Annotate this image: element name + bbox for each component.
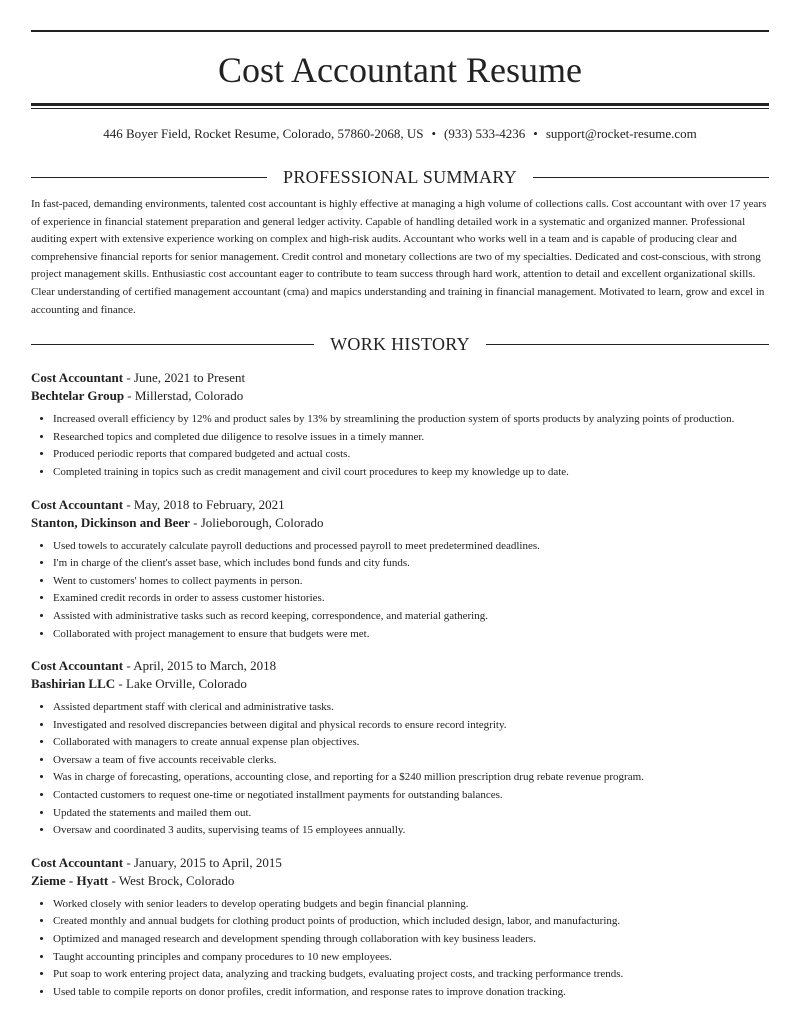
job-role-line — [31, 854, 769, 872]
job-duties — [31, 411, 769, 481]
job-role-line — [31, 369, 769, 387]
job-location: - Jolieborough, Colorado — [189, 514, 324, 530]
duty-item: • Completed training in topics such as credit management and civil court procedures to keep my knowledge up to date. — [53, 464, 769, 482]
job-company: Zieme - Hyatt — [31, 872, 109, 888]
summary-text: In fast-paced, demanding environments, talented cost accountant is highly effective at managing a high volume of collections calls. Cost accountant with over 17 years of experience in financial statement preparation and general ledger activity. Capable of handling detailed work in a systematic and organized manner. Professional auditing expert with extensive experience working on complex and high-risk audits. Accountant who works well in a team and is capable of producing clear and comprehensive financial reports for senior management. Credit control and monetary collections are two of my specialties. Dedicated and cost-conscious, with strong project management skills. Enthusiastic cost accountant eager to contribute to team success through hard work, attention to detail and excellent organizational skills. Clear understanding of certified management accountant (cma) and mapics understanding and training in financial management. Motivated to learn, grow and excel in accounting and finance. — [31, 198, 767, 316]
duty-item: • Contacted customers to request one-time or negotiated installment payments for outstanding balances. — [53, 787, 769, 805]
heading-rule-right — [486, 344, 769, 345]
duty-item: • Investigated and resolved discrepancies between digital and physical records to ensure record integrity. — [53, 717, 769, 735]
resume-page — [31, 30, 769, 1001]
duty-item: • Was in charge of forecasting, operations, accounting close, and reporting for a $240 million prescription drug rebate revenue program. — [53, 769, 769, 787]
job-duties — [31, 896, 769, 1002]
heading-rule-left — [31, 177, 267, 178]
duty-item: • Produced periodic reports that compared budgeted and actual costs. — [53, 446, 769, 464]
contact-phone: (933) 533-4236 — [444, 126, 526, 141]
contact-address: 446 Boyer Field, Rocket Resume, Colorado, 57860-2068, US — [103, 126, 424, 141]
job-entry — [31, 496, 769, 644]
job-role-line — [31, 496, 769, 514]
job-role-line — [31, 657, 769, 675]
job-entry — [31, 657, 769, 840]
duty-item: • Examined credit records in order to assess customer histories. — [53, 590, 769, 608]
job-location: - Millerstad, Colorado — [124, 388, 244, 404]
job-entry — [31, 369, 769, 481]
work-heading — [31, 333, 769, 355]
work-history-list — [31, 369, 769, 1001]
title-double-rule — [31, 103, 769, 109]
summary-heading-text: PROFESSIONAL SUMMARY — [283, 166, 517, 187]
duty-item: • Used table to compile reports on donor profiles, credit information, and response rates to improve donation tracking. — [53, 984, 769, 1002]
resume-title: Cost Accountant Resume — [218, 50, 582, 90]
job-role: Cost Accountant — [31, 658, 124, 674]
duty-item: • Used towels to accurately calculate payroll deductions and processed payroll to meet predetermined deadlines. — [53, 538, 769, 556]
duty-item: • Updated the statements and mailed them out. — [53, 805, 769, 823]
job-company-line — [31, 387, 769, 405]
job-dates: - January, 2015 to April, 2015 — [123, 854, 282, 870]
duty-item: • Worked closely with senior leaders to develop operating budgets and begin financial planning. — [53, 896, 769, 914]
duty-item: • Taught accounting principles and company procedures to 10 new employees. — [53, 949, 769, 967]
job-dates: - April, 2015 to March, 2018 — [123, 658, 277, 674]
job-company: Bechtelar Group — [31, 388, 125, 404]
job-location: - Lake Orville, Colorado — [115, 676, 247, 692]
top-rule — [31, 30, 769, 32]
job-dates: - May, 2018 to February, 2021 — [123, 496, 285, 512]
job-duties — [31, 538, 769, 644]
duty-item: • Assisted with administrative tasks such as record keeping, correspondence, and material gathering. — [53, 608, 769, 626]
duty-item: • Went to customers' homes to collect payments in person. — [53, 573, 769, 591]
job-dates: - June, 2021 to Present — [123, 370, 246, 386]
contact-line — [31, 126, 769, 144]
duty-item: • Increased overall efficiency by 12% and product sales by 13% by streamlining the production system of sports products by analyzing points of production. — [53, 411, 769, 429]
duty-item: • Put soap to work entering project data, analyzing and tracking budgets, evaluating project costs, and tracking performance trends. — [53, 966, 769, 984]
heading-rule-right — [533, 177, 769, 178]
job-role: Cost Accountant — [31, 370, 124, 386]
job-entry — [31, 854, 769, 1002]
contact-email: support@rocket-resume.com — [545, 126, 697, 141]
work-heading-text: WORK HISTORY — [330, 333, 470, 354]
duty-item: • Oversaw a team of five accounts receivable clerks. — [53, 752, 769, 770]
duty-item: • I'm in charge of the client's asset base, which includes bond funds and city funds. — [53, 555, 769, 573]
contact-separator: • — [533, 126, 538, 141]
duty-item: • Collaborated with managers to create annual expense plan objectives. — [53, 734, 769, 752]
job-company: Bashirian LLC — [31, 676, 116, 692]
duty-item: • Created monthly and annual budgets for clothing product points of production, which included design, labor, and manufacturing. — [53, 913, 769, 931]
job-location: - West Brock, Colorado — [108, 872, 235, 888]
job-role: Cost Accountant — [31, 854, 124, 870]
duty-item: • Collaborated with project management to ensure that budgets were met. — [53, 626, 769, 644]
duty-item: • Optimized and managed research and development spending through collaboration with key business leaders. — [53, 931, 769, 949]
job-company-line — [31, 872, 769, 890]
job-company-line — [31, 514, 769, 532]
duty-item: • Researched topics and completed due diligence to resolve issues in a timely manner. — [53, 429, 769, 447]
summary-heading — [31, 166, 769, 188]
job-duties — [31, 699, 769, 840]
contact-separator: • — [431, 126, 437, 141]
duty-item: • Assisted department staff with clerical and administrative tasks. — [53, 699, 769, 717]
job-company-line — [31, 675, 769, 693]
duty-item: • Oversaw and coordinated 3 audits, supervising teams of 15 employees annually. — [53, 822, 769, 840]
heading-rule-left — [31, 344, 314, 345]
job-role: Cost Accountant — [31, 496, 124, 512]
job-company: Stanton, Dickinson and Beer — [31, 514, 190, 530]
